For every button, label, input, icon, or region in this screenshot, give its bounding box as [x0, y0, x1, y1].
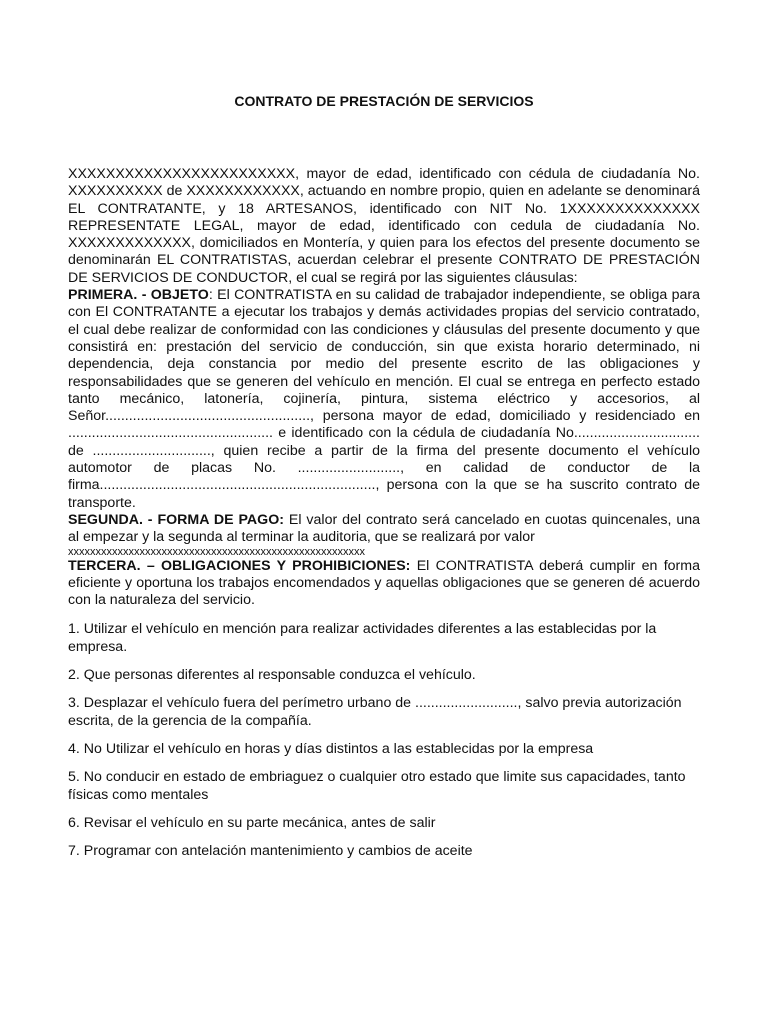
clause-segunda-text: El valor del contrato será cancelado en cuotas quincenales, una al empezar y la segunda al terminar la auditoria, que se realizará por valor	[68, 511, 700, 546]
list-item: 4. No Utilizar el vehículo en horas y días distintos a las establecidas por la empresa	[68, 740, 594, 757]
clause-segunda-heading: SEGUNDA. - FORMA DE PAGO:	[68, 511, 284, 528]
obligations-list	[68, 621, 700, 860]
clause-tercera-text: El CONTRATISTA deberá cumplir en forma eficiente y oportuna los trabajos encomendados y aquellas obligaciones que se generen dé acuerdo con la naturaleza del servicio.	[68, 557, 700, 609]
clause-primera-text: : El CONTRATISTA en su calidad de trabajador independiente, se obliga para con El CONTRATANTE a ejecutar los trabajos y demás actividades propias del servicio contratado, el cual debe realizar de conformidad con las condiciones y cláusulas del presente documento y que consistirá en: prestación del servicio de conducción, sin que exista horario determinado, ni dependencia, deja constancia por medio del presente escrito de las obligaciones y responsabilidades que se generen del vehículo en mención. El cual se entrega en perfecto estado tanto mecánico, latonería, cojinería, pintura, sistema eléctrico y accesorios, al Señor...................................................., persona mayor de edad, domiciliado y residenciado en .................................................... e identificado con la cédula de ciudadanía No................................ de .............................., quien recibe a partir de la firma del presente documento el vehículo automotor de placas No. .........................., en calidad de conductor de la firma......................................................................, persona con la que se ha suscrito contrato de transporte.	[68, 287, 700, 511]
intro-text: XXXXXXXXXXXXXXXXXXXXXXXX, mayor de edad, identificado con cédula de ciudadanía No. XXXXXXXXXX de XXXXXXXXXXXX, actuando en nombre propio, quien en adelante se denominará EL CONTRATANTE, y 18 ARTESANOS, identificado con NIT No. 1XXXXXXXXXXXXXX REPRESENTATE LEGAL, mayor de edad, identificado con cedula de ciudadanía No. XXXXXXXXXXXXX, domiciliados en Montería, y quien para los efectos del presente documento se denominarán EL CONTRATISTAS, acuerdan celebrar el presente CONTRATO DE PRESTACIÓN DE SERVICIOS DE CONDUCTOR, el cual se regirá por las siguientes cláusulas:	[68, 166, 700, 286]
list-item: 2. Que personas diferentes al responsable conduzca el vehículo.	[68, 667, 476, 684]
clause-segunda-amount-placeholder: xxxxxxxxxxxxxxxxxxxxxxxxxxxxxxxxxxxxxxxxxxxxxxxxxxxxxx	[68, 546, 365, 558]
list-item: 1. Utilizar el vehículo en mención para realizar actividades diferentes a las establecidas por la empresa.	[68, 621, 657, 655]
document-title: CONTRATO DE PRESTACIÓN DE SERVICIOS	[234, 93, 534, 109]
clause-tercera-heading: TERCERA. – OBLIGACIONES Y PROHIBICIONES:	[68, 557, 411, 574]
clause-primera-heading: PRIMERA. - OBJETO	[68, 287, 209, 304]
list-item: 3. Desplazar el vehículo fuera del perímetro urbano de .........................., salvo previa autorización escrita, de la gerencia de la compañía.	[68, 695, 682, 729]
list-item: 5. No conducir en estado de embriaguez o cualquier otro estado que limite sus capacidades, tanto físicas como mentales	[68, 769, 686, 803]
list-item: 6. Revisar el vehículo en su parte mecánica, antes de salir	[68, 814, 436, 831]
intro-paragraph	[68, 166, 700, 609]
list-item: 7. Programar con antelación mantenimiento y cambios de aceite	[68, 843, 473, 860]
